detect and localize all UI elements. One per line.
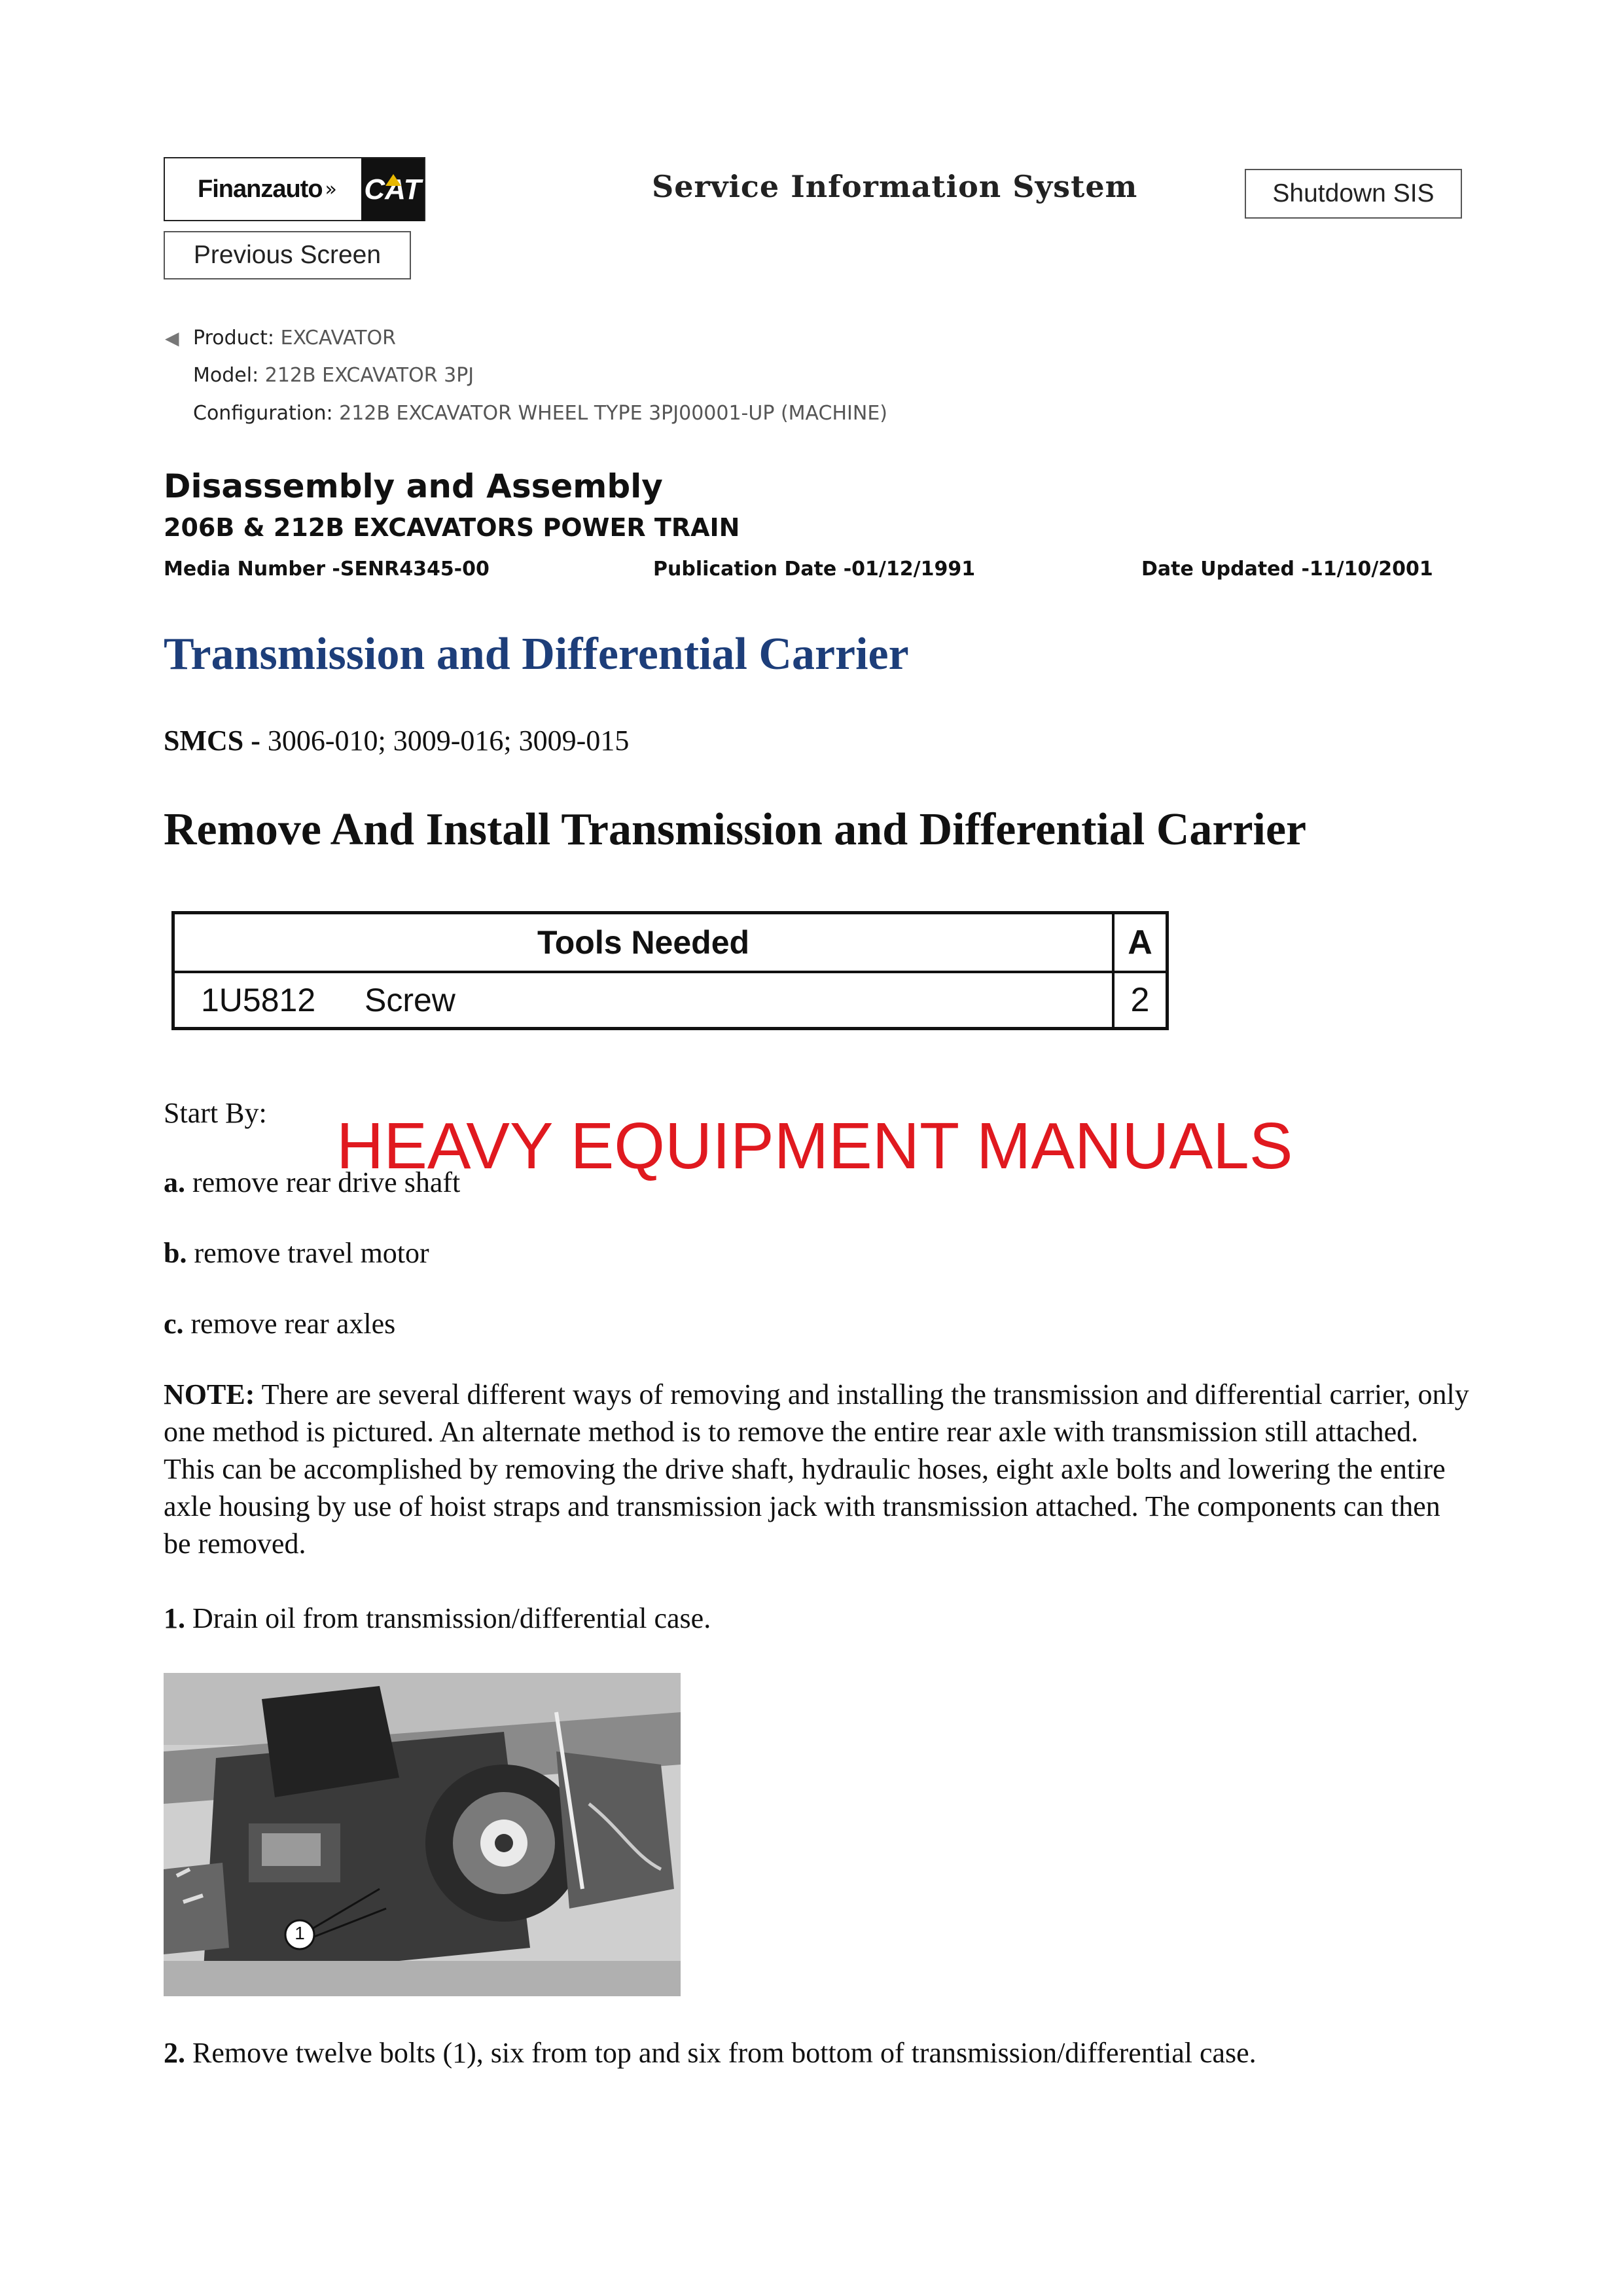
step-a-label: a.: [164, 1166, 185, 1198]
model-line: [193, 364, 474, 387]
tool-part-number: 1U5812: [201, 982, 316, 1018]
section-title: Remove And Install Transmission and Differential Carrier: [164, 804, 1307, 855]
tools-header: Tools Needed: [537, 924, 750, 961]
previous-screen-button[interactable]: Previous Screen: [164, 231, 411, 279]
tools-column-a: A: [1128, 924, 1152, 961]
step-b-label: b.: [164, 1237, 187, 1269]
table-divider: [1112, 914, 1115, 1027]
manual-heading: Disassembly and Assembly: [164, 467, 663, 505]
configuration-line: [193, 402, 887, 425]
finanzauto-cat-logo: [164, 157, 425, 221]
media-number: Media Number -SENR4345-00: [164, 558, 490, 581]
step-1-text: Drain oil from transmission/differential case.: [185, 1602, 711, 1634]
product-line: [193, 327, 396, 350]
step-2-label: 2.: [164, 2037, 185, 2069]
cat-logo-icon: [361, 158, 424, 221]
step-b-text: remove travel motor: [187, 1237, 429, 1269]
start-step-a: [164, 1164, 460, 1201]
smcs-label: SMCS -: [164, 725, 260, 757]
photo-callout-1: 1: [294, 1923, 305, 1943]
tool-quantity: 2: [1130, 981, 1150, 1019]
start-by-label: Start By:: [164, 1097, 267, 1129]
step-2-text: Remove twelve bolts (1), six from top and six from bottom of transmission/differential case.: [185, 2037, 1257, 2069]
back-arrow-icon[interactable]: ◀: [165, 327, 179, 349]
config-value: 212B EXCAVATOR WHEEL TYPE 3PJ00001-UP (MACHINE): [339, 402, 887, 425]
model-value: 212B EXCAVATOR 3PJ: [264, 364, 474, 387]
tools-header-row: [175, 914, 1166, 973]
tools-needed-table: [171, 911, 1169, 1030]
chevron-right-icon: »: [325, 177, 337, 201]
transmission-photo-drawing: [164, 1673, 681, 1996]
start-step-b: [164, 1234, 429, 1272]
step-1-label: 1.: [164, 1602, 185, 1634]
smcs-line: [164, 724, 629, 757]
product-label: Product:: [193, 327, 275, 350]
table-row: [175, 973, 1166, 1027]
logo-text: Finanzauto: [198, 175, 323, 203]
model-label: Model:: [193, 364, 259, 387]
smcs-value: 3006-010; 3009-016; 3009-015: [260, 725, 630, 757]
tool-description: Screw: [365, 982, 455, 1018]
step-c-label: c.: [164, 1308, 184, 1340]
note-label: NOTE:: [164, 1378, 255, 1410]
publication-date: Publication Date -01/12/1991: [653, 558, 976, 581]
cat-triangle-icon: [385, 174, 401, 186]
transmission-photo: [164, 1673, 681, 1996]
note-paragraph: [164, 1376, 1472, 1562]
product-value: EXCAVATOR: [280, 327, 397, 350]
manual-subheading: 206B & 212B EXCAVATORS POWER TRAIN: [164, 513, 740, 542]
shutdown-sis-button[interactable]: Shutdown SIS: [1245, 169, 1462, 219]
system-title: Service Information System: [652, 169, 1138, 204]
start-step-c: [164, 1305, 395, 1342]
watermark-text: HEAVY EQUIPMENT MANUALS: [336, 1109, 1293, 1183]
config-label: Configuration:: [193, 402, 333, 425]
step-1: [164, 1600, 711, 1637]
step-c-text: remove rear axles: [183, 1308, 396, 1340]
note-text: There are several different ways of removing and installing the transmission and differential carrier, only one method is pictured. An alternate method is to remove the entire rear axle with transmission still attached. This can be accomplished by removing the drive shaft, hydraulic hoses, eight axle bolts and lowering the entire axle housing by use of hoist straps and transmission jack with transmission attached. The components can then be removed.: [164, 1378, 1469, 1560]
step-a-text: remove rear drive shaft: [185, 1166, 461, 1198]
date-updated: Date Updated -11/10/2001: [1141, 558, 1433, 581]
cat-logo-text: CAT: [364, 173, 421, 206]
page-title: Transmission and Differential Carrier: [164, 629, 909, 679]
step-2: [164, 2034, 1257, 2072]
